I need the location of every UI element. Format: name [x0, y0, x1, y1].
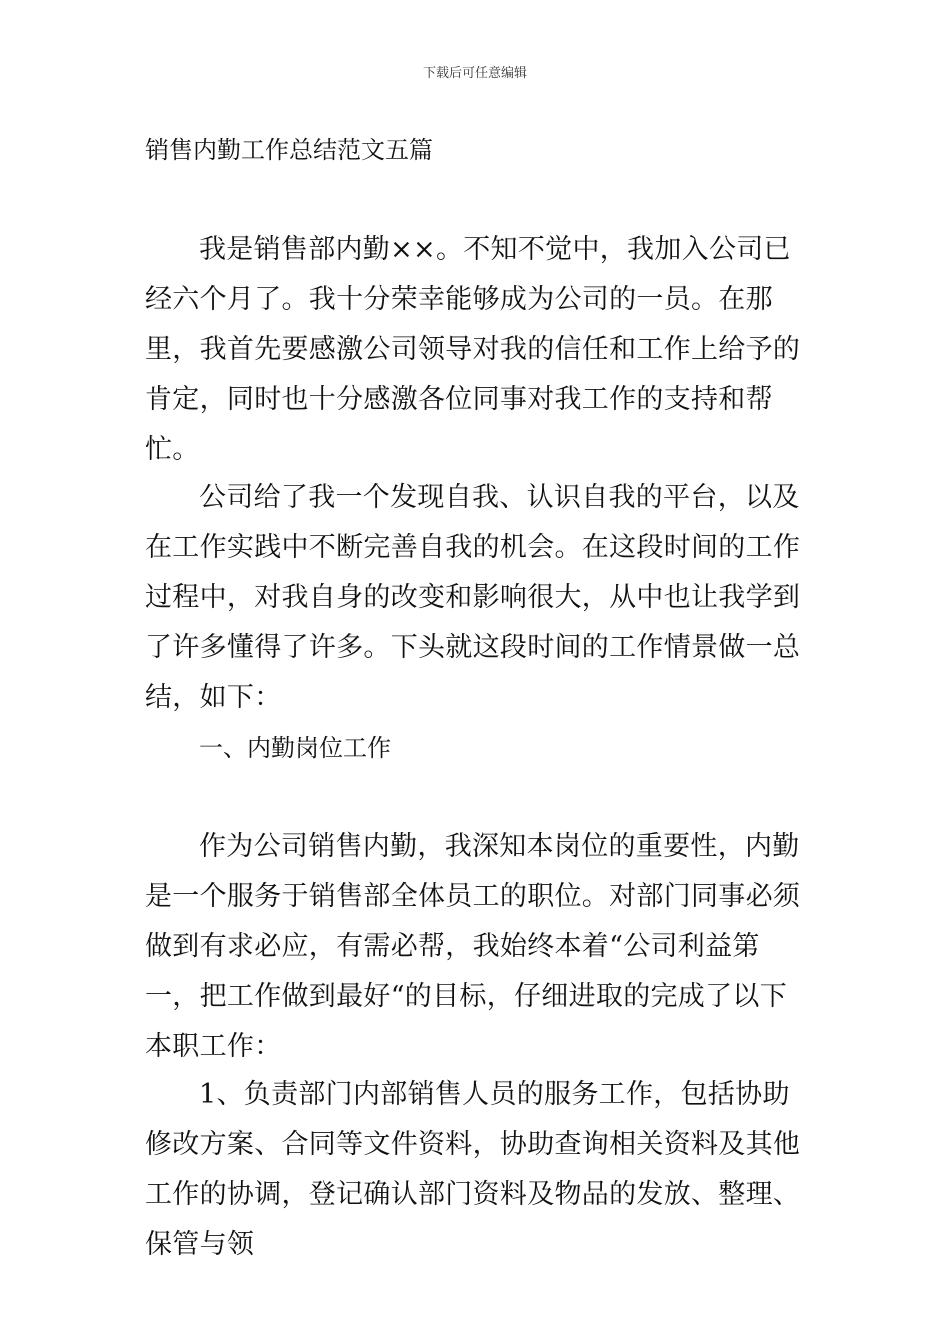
paragraph-role: 作为公司销售内勤，我深知本岗位的重要性，内勤是一个服务于销售部全体员工的职位。对部门同事必须做到有求必应，有需必帮，我始终本着“公司利益第一，把工作做到最好“的目标，仔细进取的完成了以下本职工作：: [145, 831, 801, 1062]
paragraph-duty-1: 1、负责部门内部销售人员的服务工作，包括协助修改方案、合同等文件资料，协助查询相关资料及其他工作的协调，登记确认部门资料及物品的发放、整理、保管与领: [145, 1079, 801, 1260]
paragraph-intro: 我是销售部内勤××。不知不觉中，我加入公司已经六个月了。我十分荣幸能够成为公司的一员。在那里，我首先要感激公司领导对我的信任和工作上给予的肯定，同时也十分感激各位同事对我工作的支持和帮忙。: [145, 234, 801, 465]
header-note: 下载后可任意编辑: [422, 66, 527, 81]
document-title: 销售内勤工作总结范文五篇: [145, 136, 433, 164]
paragraph-platform: 公司给了我一个发现自我、认识自我的平台，以及在工作实践中不断完善自我的机会。在这段时间的工作过程中，对我自身的改变和影响很大，从中也让我学到了许多懂得了许多。下头就这段时间的工作情景做一总结，如下：: [145, 482, 801, 713]
section-heading: 一、内勤岗位工作: [199, 734, 391, 762]
